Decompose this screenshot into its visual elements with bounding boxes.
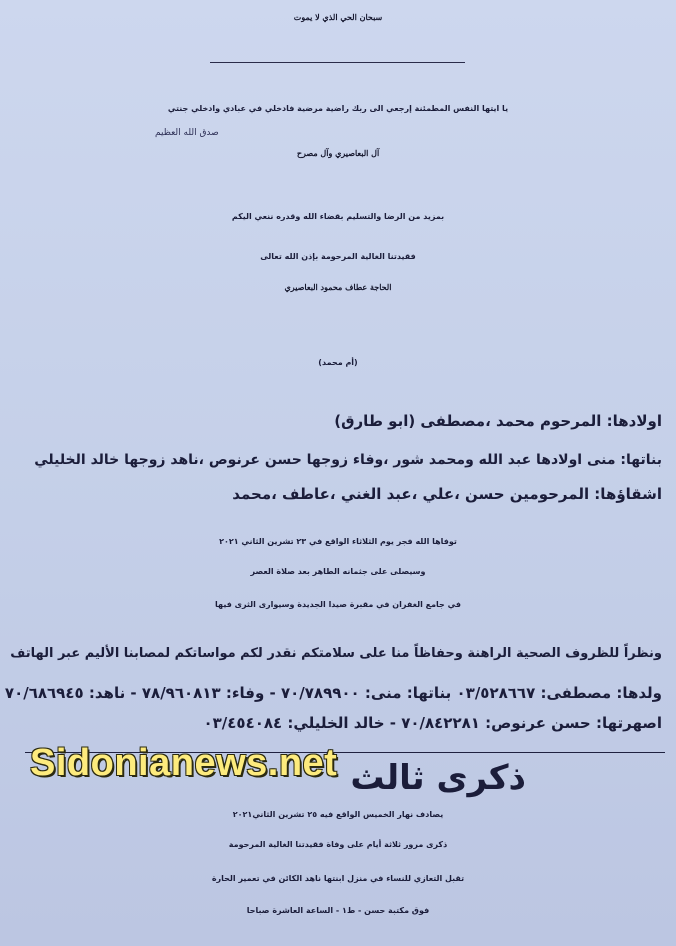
funeral-prayer-line: وسيصلى على جثمانه الطاهر بعد صلاة العصر <box>250 567 426 576</box>
family-names-heading: آل البعاصيري وآل مصرح <box>296 148 380 158</box>
siblings-list: اشقاؤها: المرحومين حسن ،علي ،عبد الغني ،عاطف ،محمد <box>232 485 662 503</box>
death-date-line: توفاها الله فجر يوم الثلاثاء الواقع في ٢٣ تشرين الثاني ٢٠٢١ <box>219 537 457 546</box>
condolence-notice: ونظراً للظروف الصحية الراهنة وحفاظاً منا على سلامتكم نقدر لكم مواساتكم لمصابنا الأليم عبر الهاتف <box>10 646 662 661</box>
deceased-kunya: (أم محمد) <box>318 358 358 367</box>
third-day-line-2: ذكرى مرور ثلاثة أيام على وفاة فقيدتنا الغالية المرحومة <box>228 840 448 849</box>
quran-verse: يا ايتها النفس المطمئنة إرجعي الى ربك راضية مرضية فادخلي في عبادي وادخلي جنتي <box>167 104 509 113</box>
third-day-line-1: يصادف نهار الخميس الواقع فيه ٢٥ تشرين الثاني٢٠٢١ <box>232 810 444 819</box>
intro-line-1: بمزيد من الرضا والتسليم بقضاء الله وقدره ننعي اليكم <box>231 212 445 221</box>
daughters-list: بناتها: منى اولادها عبد الله ومحمد شور ،وفاء زوجها حسن عرنوص ،ناهد زوجها خالد الخليلي <box>34 452 662 468</box>
deceased-name: الحاجة عطاف محمود البعاصيري <box>284 282 392 292</box>
basmala-calligraphy: سبحان الحي الذي لا يموت <box>293 12 383 22</box>
third-day-line-3: تقبل التعازي للنساء في منزل ابنتها ناهد الكائن في تعمير الحارة <box>211 874 465 883</box>
phone-numbers-children: ولدها: مصطفى: ٠٣/٥٢٨٦٦٧ بناتها: منى: ٧٠/٧٨٩٩٠٠ - وفاء: ٧٨/٩٦٠٨١٣ - ناهد: ٧٠/٦٨٦٩٤٥ <box>4 684 662 702</box>
calligraphy-underline <box>210 62 465 63</box>
burial-location-line: في جامع الغفران في مقبرة صيدا الجديدة وسيوارى الثرى فيها <box>215 600 461 609</box>
sons-list: اولادها: المرحوم محمد ،مصطفى (ابو طارق) <box>334 412 662 430</box>
third-day-title: ذكرى ثالث <box>350 758 526 798</box>
third-day-line-4: فوق مكتبة حسن - ط١ - الساعة العاشرة صباحا <box>246 906 430 915</box>
verse-source: صدق الله العظيم <box>155 128 219 138</box>
phone-numbers-in-laws: اصهرتها: حسن عرنوص: ٧٠/٨٤٢٢٨١ - خالد الخليلي: ٠٣/٤٥٤٠٨٤ <box>203 714 662 732</box>
intro-line-2: فقيدتنا الغالية المرحومة بإذن الله تعالى <box>260 252 416 261</box>
site-watermark: Sidonianews.net <box>30 742 338 784</box>
